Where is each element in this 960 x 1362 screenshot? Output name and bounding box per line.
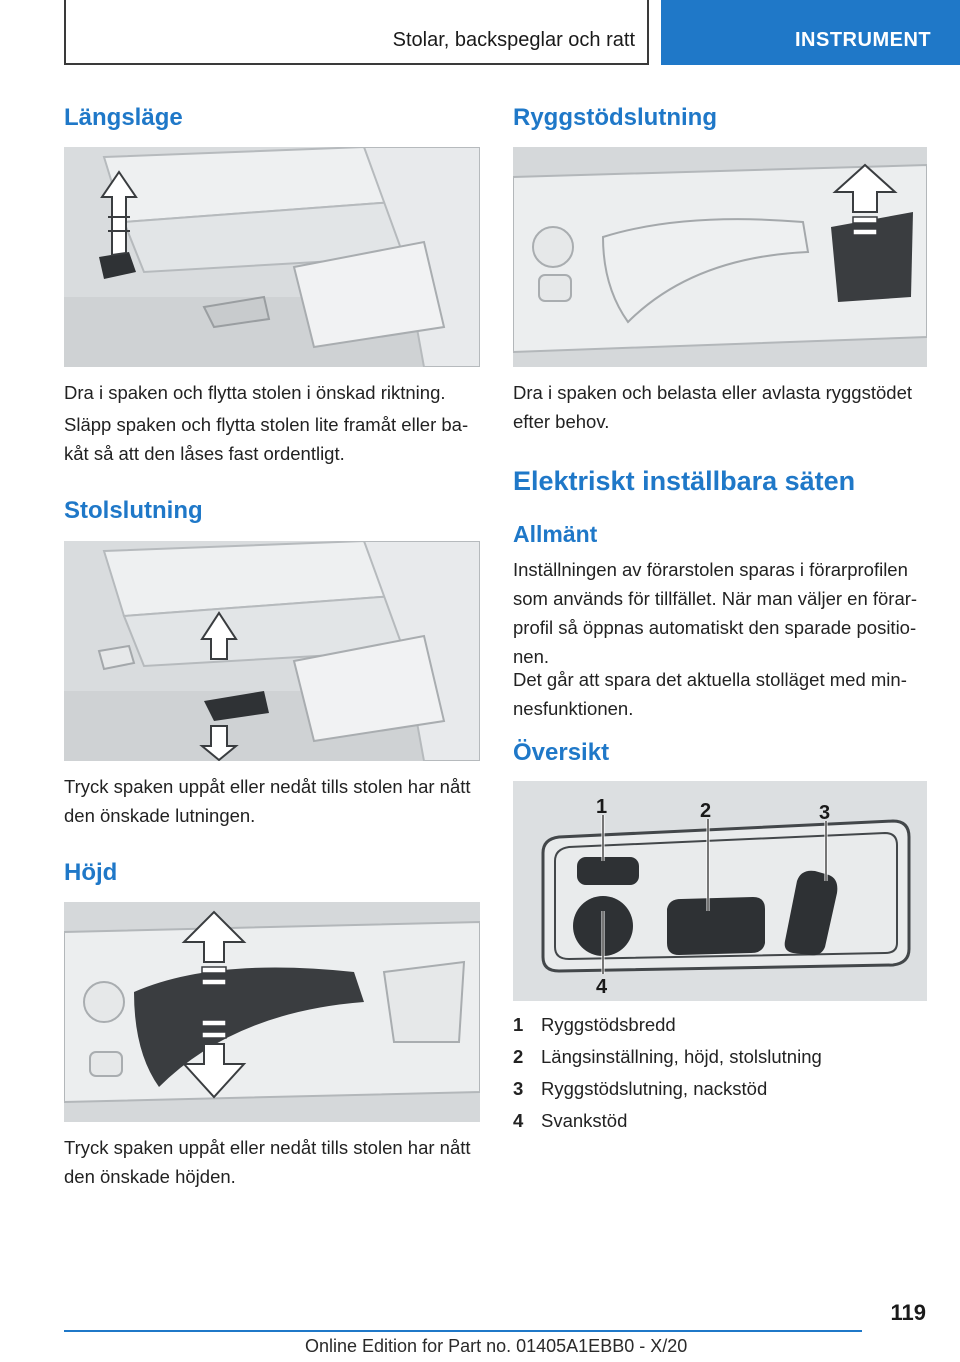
- text-allmant-1: Inställningen av förarstolen sparas i förarprofilen som används för tillfället. När man väljer en förarprofil så öppnas automatiskt den sparade positionen.: [513, 559, 918, 667]
- legend-text: Svankstöd: [541, 1110, 628, 1131]
- legend-text: Längsinställning, höjd, stolslutning: [541, 1046, 822, 1067]
- legend-item: [513, 1110, 627, 1132]
- chapter-title: Stolar, backspeglar och ratt: [392, 29, 635, 51]
- legend-num: 3: [513, 1078, 524, 1099]
- callout-1: 1: [596, 796, 608, 818]
- legend-text: Ryggstödsbredd: [541, 1014, 676, 1035]
- heading-langslage: Längsläge: [64, 104, 183, 131]
- text-langslage-1: Dra i spaken och flytta stolen i önskad riktning.: [64, 382, 446, 403]
- section-title: INSTRUMENT: [795, 29, 932, 51]
- legend-text: Ryggstödslutning, nackstöd: [541, 1078, 768, 1099]
- heading-stolslutning: Stolslutning: [64, 497, 203, 524]
- footer-edition: [305, 1336, 687, 1357]
- heading-hojd: Höjd: [64, 859, 118, 886]
- text-stolslutning: Tryck spaken uppåt eller nedåt tills stolen har nått den önskade lutningen.: [64, 776, 471, 826]
- footer-edition-text: Online Edition for Part no. 01405A1EBB0 - X/20: [305, 1336, 688, 1356]
- legend-item: [513, 1014, 676, 1036]
- figure-seat-tilt: [64, 541, 480, 761]
- figure-seat-height: [64, 902, 480, 1122]
- text-ryggstodslutning: Dra i spaken och belasta eller avlasta ryggstödet efter behov.: [513, 382, 912, 432]
- callout-4: 4: [596, 976, 608, 998]
- heading-oversikt: Översikt: [513, 739, 610, 766]
- legend-num: 2: [513, 1046, 524, 1067]
- legend-num: 4: [513, 1110, 524, 1131]
- legend-item: [513, 1046, 822, 1068]
- page-number: 119: [890, 1300, 926, 1325]
- text-allmant-2: Det går att spara det aktuella stolläget med minnesfunktionen.: [513, 669, 907, 719]
- chapter-tab: [64, 0, 649, 65]
- legend-item: [513, 1078, 767, 1100]
- legend-num: 1: [513, 1014, 524, 1035]
- text-hojd: Tryck spaken uppåt eller nedåt tills stolen har nått den önskade höjden.: [64, 1137, 471, 1187]
- figure-overview-switches: [513, 781, 927, 1001]
- callout-3: 3: [819, 802, 831, 824]
- callout-2: 2: [700, 800, 712, 822]
- text-langslage-2: Släpp spaken och flytta stolen lite framåt eller bakåt så att den låses fast ordentligt.: [64, 414, 469, 464]
- heading-allmant: Allmänt: [513, 521, 598, 547]
- figure-seat-lengthwise: [64, 147, 480, 367]
- footer-rule: [64, 1330, 862, 1332]
- heading-ryggstodslutning: Ryggstödslutning: [513, 104, 717, 131]
- figure-backrest-tilt: [513, 147, 927, 367]
- section-tab: [661, 0, 960, 65]
- heading-elektriskt: Elektriskt inställbara säten: [513, 466, 856, 496]
